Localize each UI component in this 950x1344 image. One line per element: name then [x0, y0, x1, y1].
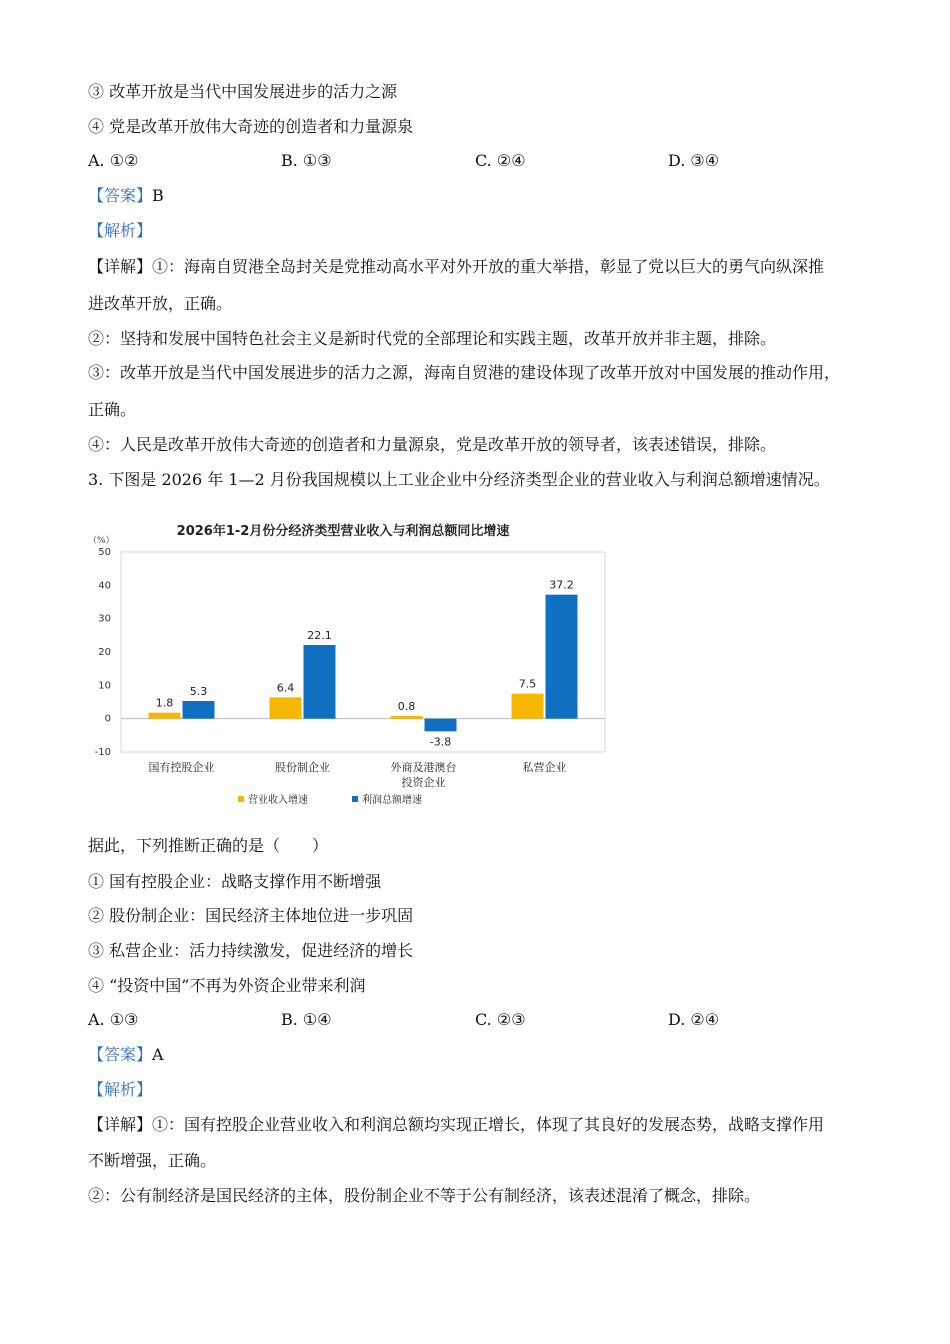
bar-revenue: [391, 716, 423, 719]
data-label: 5.3: [189, 685, 208, 698]
option-c: C. ②④: [475, 151, 526, 170]
x-category-label: 投资企业: [401, 776, 446, 789]
question-3-prompt: 据此，下列推断正确的是（ ）: [88, 836, 329, 855]
chart-svg: [88, 515, 608, 815]
q3-detail-1-cont: 不断增强，正确。: [88, 1151, 217, 1170]
data-label: 37.2: [549, 578, 574, 592]
bar-profit: [304, 645, 336, 719]
bar-revenue: [270, 697, 302, 718]
q3-statement-3: ③ 私营企业：活力持续激发，促进经济的增长: [88, 941, 414, 960]
data-label: 1.8: [155, 696, 174, 710]
data-label: 0.8: [397, 700, 416, 713]
q3-analysis-line: [88, 1079, 868, 1101]
q3-answer-value: A: [152, 1045, 164, 1064]
q3-analysis-tag: 【解析】: [88, 1080, 153, 1099]
q3-option-a: A. ①③: [88, 1010, 139, 1029]
chart-unit: （%）: [88, 536, 115, 546]
q3-detail-tag: 【详解】: [88, 1115, 153, 1134]
bar-profit: [183, 701, 215, 719]
data-label: 7.5: [518, 677, 537, 691]
data-label: -3.8: [429, 735, 452, 749]
detail-tag: 【详解】: [88, 257, 153, 276]
option-d: D. ③④: [668, 151, 720, 170]
bar-profit: [546, 595, 578, 719]
y-tick-label: -10: [94, 747, 111, 758]
data-label: 22.1: [307, 629, 332, 642]
y-tick-label: 30: [98, 613, 111, 625]
analysis-tag: 【解析】: [88, 221, 153, 240]
detail-1-text: ①：海南自贸港全岛封关是党推动高水平对外开放的重大举措，彰显了党以巨大的勇气向纵深推: [152, 257, 825, 276]
bar-chart: [88, 515, 608, 815]
y-tick-label: 0: [104, 713, 111, 725]
bar-profit: [425, 719, 457, 732]
legend-label: 营业收入增速: [248, 795, 308, 806]
q3-statement-2: ② 股份制企业：国民经济主体地位进一步巩固: [88, 906, 414, 925]
plot-frame: [121, 552, 605, 752]
y-tick-label: 40: [98, 580, 111, 592]
detail-3-cont: 正确。: [88, 400, 137, 419]
x-category-label: 外商及港澳台: [390, 761, 457, 774]
detail-1-cont: 进改革开放，正确。: [88, 294, 233, 313]
answer-value: B: [152, 186, 164, 205]
y-tick-label: 20: [98, 647, 111, 658]
q3-answer-line: [88, 1044, 868, 1066]
q3-statement-1: ① 国有控股企业：战略支撑作用不断增强: [88, 872, 382, 891]
statement-4: ④ 党是改革开放伟大奇迹的创造者和力量源泉: [88, 117, 414, 136]
statement-3: ③ 改革开放是当代中国发展进步的活力之源: [88, 82, 398, 101]
q3-option-d: D. ②④: [668, 1010, 720, 1029]
y-tick-label: 50: [98, 547, 111, 558]
q3-option-b: B. ①④: [281, 1010, 332, 1029]
q3-answer-tag: 【答案】: [88, 1045, 153, 1064]
legend-swatch: [352, 796, 358, 802]
data-label: 6.4: [276, 681, 295, 695]
x-category-label: 股份制企业: [275, 761, 330, 774]
q3-detail-1-text: ①：国有控股企业营业收入和利润总额均实现正增长，体现了其良好的发展态势，战略支撑作用: [152, 1115, 825, 1134]
detail-4: ④：人民是改革开放伟大奇迹的创造者和力量源泉，党是改革开放的领导者，该表述错误，排除。: [88, 435, 777, 454]
detail-3: ③：改革开放是当代中国发展进步的活力之源，海南自贸港的建设体现了改革开放对中国发展的推动作用，: [88, 363, 841, 382]
option-b: B. ①③: [281, 151, 332, 170]
x-category-label: 国有控股企业: [148, 761, 215, 774]
option-a: A. ①②: [88, 151, 139, 170]
q3-detail-2: ②：公有制经济是国民经济的主体，股份制企业不等于公有制经济，该表述混淆了概念，排除。: [88, 1186, 761, 1205]
analysis-line: [88, 220, 868, 242]
answer-tag: 【答案】: [88, 186, 153, 205]
question-3-stem: 3. 下图是 2026 年 1—2 月份我国规模以上工业企业中分经济类型企业的营业收入与利润总额增速情况。: [88, 470, 830, 489]
legend-label: 利润总额增速: [362, 795, 422, 806]
q3-detail-1: [88, 1114, 868, 1136]
chart-title: 2026年1-2月份分经济类型营业收入与利润总额同比增速: [176, 524, 510, 539]
x-category-label: 私营企业: [522, 761, 567, 774]
y-tick-label: 10: [98, 680, 111, 692]
bar-revenue: [149, 713, 181, 719]
bar-revenue: [512, 694, 544, 719]
answer-line: [88, 185, 868, 207]
q3-statement-4: ④ “投资中国”不再为外资企业带来利润: [88, 976, 366, 995]
detail-1: [88, 256, 868, 278]
detail-2: ②：坚持和发展中国特色社会主义是新时代党的全部理论和实践主题，改革开放并非主题，排除。: [88, 329, 777, 348]
legend-swatch: [238, 796, 244, 802]
q3-option-c: C. ②③: [475, 1010, 526, 1029]
